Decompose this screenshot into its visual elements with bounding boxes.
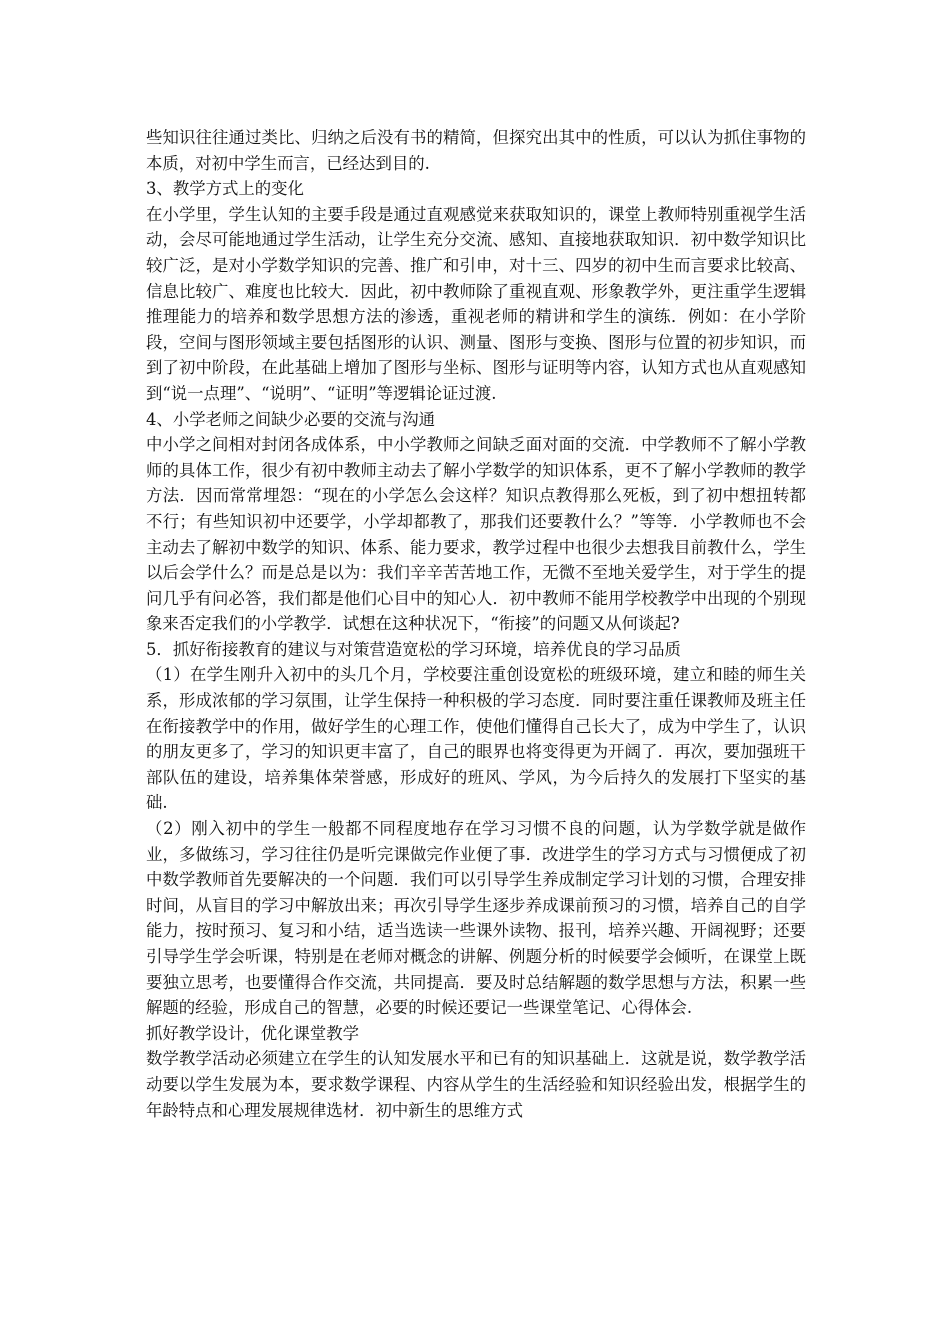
section-heading: 4、小学老师之间缺少必要的交流与沟通 [146,409,436,429]
body-paragraph: 在小学里，学生认知的主要手段是通过直观感觉来获取知识的，课堂上教师特别重视学生活动，会尽可能地通过学生活动，让学生充分交流、感知、直接地获取知识．初中数学知识比较广泛，是对小学数学知识的完善、推广和引申，对十三、四岁的初中生而言要求比较高、信息比较广、难度也比较大．因此，初中教师除了重视直观、形象教学外，更注重学生逻辑推理能力的培养和数学思想方法的渗透，重视老师的精讲和学生的演练．例如：在小学阶段，空间与图形领域主要包括图形的认识、测量、图形与变换、图形与位置的初步知识，而到了初中阶段，在此基础上增加了图形与坐标、图形与证明等内容，认知方式也从直观感知到“说一点理”、“说明”、“证明”等逻辑论证过渡. [146,204,806,403]
document-body [146,125,806,1123]
body-paragraph: 中小学之间相对封闭各成体系，中小学教师之间缺乏面对面的交流．中学教师不了解小学教师的具体工作，很少有初中教师主动去了解小学数学的知识体系，更不了解小学教师的教学方法．因而常常埋怨：“现在的小学怎么会这样？知识点教得那么死板，到了初中想扭转都不行；有些知识初中还要学，小学却都教了，那我们还要教什么？”等等．小学教师也不会主动去了解初中数学的知识、体系、能力要求，教学过程中也很少去想我目前教什么，学生以后会学什么？而是总是以为：我们辛辛苦苦地工作，无微不至地关爱学生，对于学生的提问几乎有问必答，我们都是他们心目中的知心人．初中教师不能用学校教学中出现的个别现象来否定我们的小学教学．试想在这种状况下，“衔接”的问题又从何谈起? [146,435,806,634]
body-paragraph: （1）在学生刚升入初中的头几个月，学校要注重创设宽松的班级环境，建立和睦的师生关系，形成浓郁的学习氛围，让学生保持一种积极的学习态度．同时要注重任课教师及班主任在衔接教学中的作用，做好学生的心理工作，使他们懂得自己长大了，成为中学生了，认识的朋友更多了，学习的知识更丰富了，自己的眼界也将变得更为开阔了．再次，要加强班干部队伍的建设，培养集体荣誉感，形成好的班风、学风，为今后持久的发展打下坚实的基础. [146,665,806,813]
body-paragraph: 些知识往往通过类比、归纳之后没有书的精简，但探究出其中的性质，可以认为抓住事物的本质，对初中学生而言，已经达到目的. [146,128,806,173]
body-paragraph: （2）刚入初中的学生一般都不同程度地存在学习习惯不良的问题，认为学数学就是做作业，多做练习，学习往往仍是听完课做完作业便了事．改进学生的学习方式与习惯便成了初中数学教师首先要解决的一个问题．我们可以引导学生养成制定学习计划的习惯，合理安排时间，从盲目的学习中解放出来；再次引导学生逐步养成课前预习的习惯，培养自己的自学能力，按时预习、复习和小结，适当选读一些课外读物、报刊，培养兴趣、开阔视野；还要引导学生学会听课，特别是在老师对概念的讲解、例题分析的时候要学会倾听，在课堂上既要独立思考，也要懂得合作交流，共同提高．要及时总结解题的数学思想与方法，积累一些解题的经验，形成自己的智慧，必要的时候还要记一些课堂笔记、心得体会. [146,819,806,1018]
body-paragraph: 数学教学活动必须建立在学生的认知发展水平和已有的知识基础上．这就是说，数学教学活动要以学生发展为本，要求数学课程、内容从学生的生活经验和知识经验出发，根据学生的年龄特点和心理发展规律选材．初中新生的思维方式 [146,1049,806,1120]
section-heading: 5．抓好衔接教育的建议与对策营造宽松的学习环境，培养优良的学习品质 [146,639,681,659]
section-heading: 3、教学方式上的变化 [146,179,304,199]
section-heading: 抓好教学设计，优化课堂教学 [146,1023,360,1043]
